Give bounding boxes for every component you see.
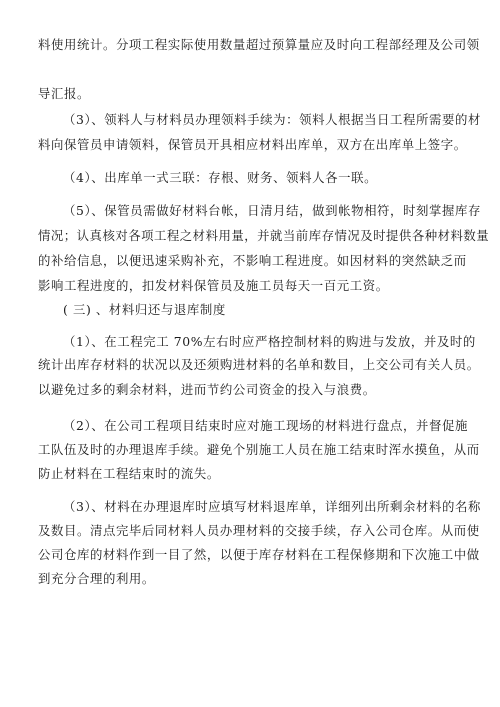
text-line: 到充分合理的利用。 (38, 571, 155, 586)
text-line: （5）、保管员需做好材料台帐，日清月结，做到帐物相符，时刻掌握库存 (63, 203, 481, 218)
section-heading: ( 三) 、材料归还与退库制度 (63, 302, 226, 317)
text-line: （4）、出库单一式三联：存根、财务、领料人各一联。 (63, 170, 378, 185)
text-line: 及数目。清点完毕后同材料人员办理材料的交接手续，存入公司仓库。从而使 (38, 523, 480, 538)
text-line: 情况；认真核对各项工程之材料用量，并就当前库存情况及时提供各种材料数量 (38, 228, 490, 243)
text-line: 以避免过多的剩余材料，进而节约公司资金的投入与浪费。 (38, 382, 376, 397)
text-line: （2）、在公司工程项目结束时应对施工现场的材料进行盘点，并督促施 (63, 418, 468, 433)
text-line: 导汇报。 (38, 86, 90, 101)
text-line: （3）、领料人与材料员办理领料手续为：领料人根据当日工程所需要的材 (63, 112, 481, 127)
text-line: 影响工程进度的，扣发材料保管员及施工员每天一百元工资。 (38, 278, 389, 293)
text-line: 统计出库存材料的状况以及还须购进材料的名单和数目，上交公司有关人员。 (38, 357, 480, 372)
text-line: 防止材料在工程结束时的流失。 (38, 466, 220, 481)
text-line: 料使用统计。分项工程实际使用数量超过预算量应及时向工程部经理及公司领 (38, 37, 480, 52)
text-line: 的补给信息，以便迅速采购补充，不影响工程进度。如因材料的突然缺乏而 (38, 253, 467, 268)
text-line: 工队伍及时的办理退库手续。避免个别施工人员在施工结束时浑水摸鱼，从而 (38, 442, 480, 457)
text-line: （1）、在工程完工 70%左右时应严格控制材料的购进与发放，并及时的 (63, 334, 476, 349)
text-line: 料向保管员申请领料，保管员开具相应材料出库单，双方在出库单上签字。 (38, 137, 467, 152)
text-line: 公司仓库的材料作到一目了然，以便于库存材料在工程保修期和下次施工中做 (38, 547, 480, 562)
text-line: （3）、材料在办理退库时应填写材料退库单，详细列出所剩余材料的名称 (63, 499, 481, 514)
